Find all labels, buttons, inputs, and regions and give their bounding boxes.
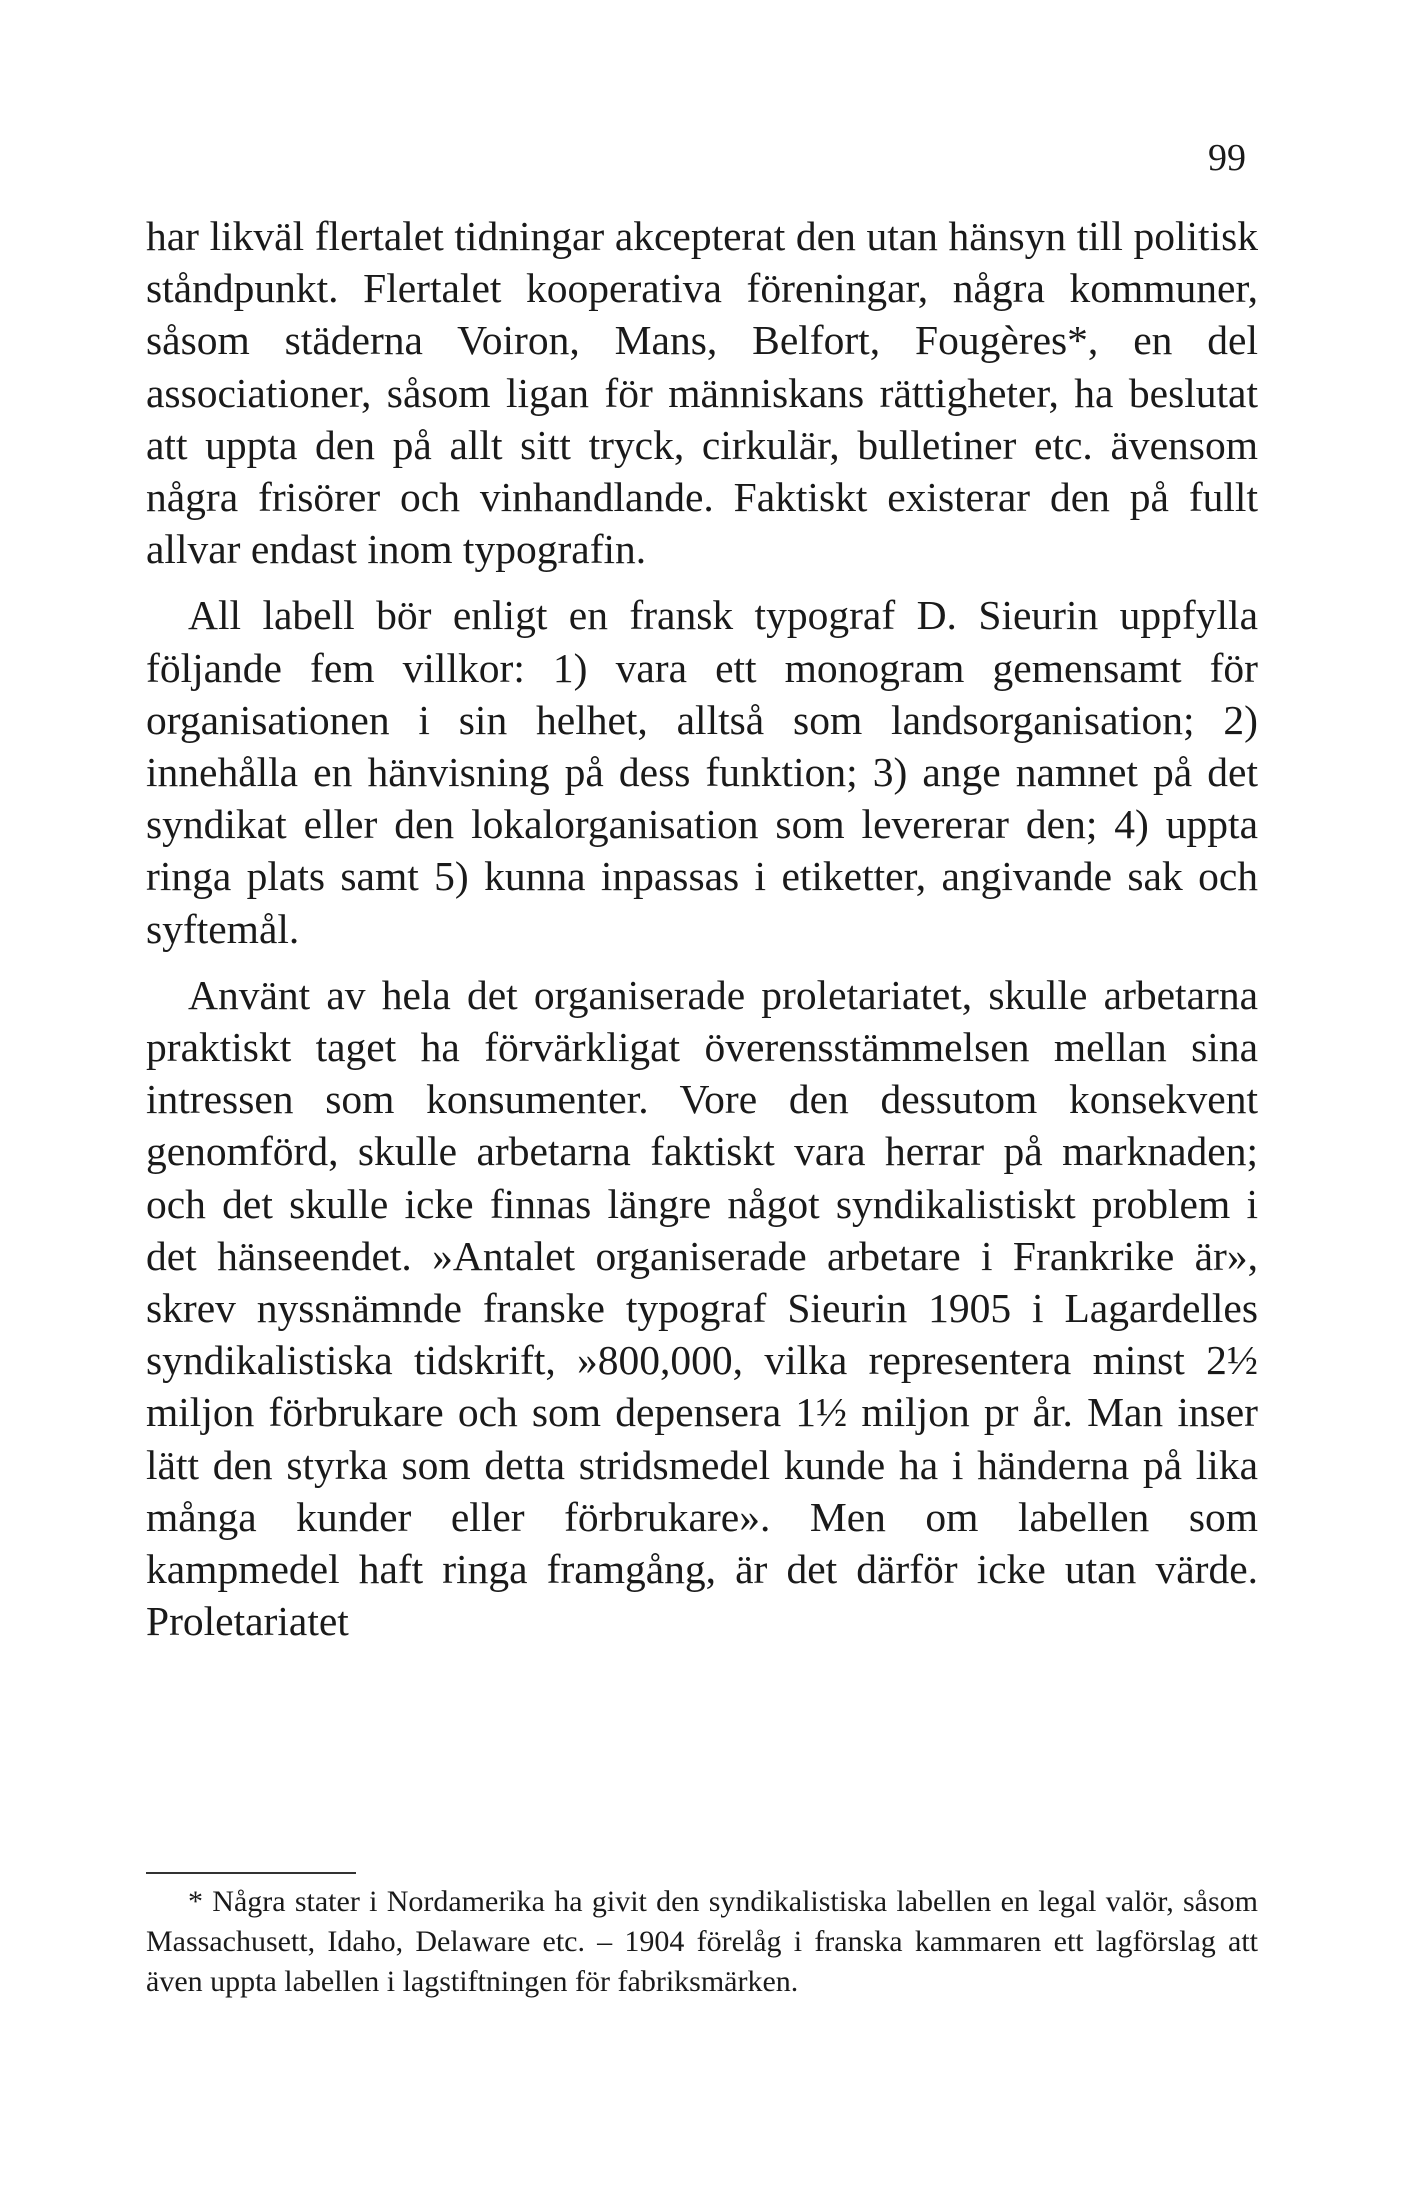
paragraph-2: All labell bör enligt en fransk typograf D. Sieurin uppfylla följande fem villkor: 1) vara ett monogram gemensamt för organisationen i sin helhet, alltså som landsorganisation; 2) innehålla en hänvisning på dess funktion; 3) ange namnet på det syndikat eller den lokalorganisation som levererar den; 4) uppta ringa plats samt 5) kunna inpassas i etiketter, angivande sak och syftemål. [146, 592, 1258, 952]
body-text [146, 210, 1258, 1647]
footnote-text: * Några stater i Nordamerika ha givit den syndikalistiska labellen en legal valör, såsom Massachusett, Idaho, Delaware etc. – 1904 förelåg i franska kammaren ett lagförslag att även uppta labellen i lagstiftningen för fabriksmärken. [146, 1885, 1258, 1998]
page-number: 99 [1208, 137, 1246, 179]
paragraph-1: har likväl flertalet tidningar akcepterat den utan hänsyn till politisk ståndpunkt. Flertalet kooperativa föreningar, några kommuner, såsom städerna Voiron, Mans, Belfort, Fougères*, en del associationer, såsom ligan för människans rättigheter, ha beslutat att uppta den på allt sitt tryck, cirkulär, bulletiner etc. ävensom några frisörer och vinhandlande. Faktiskt existerar den på fullt allvar endast inom typografin. [146, 213, 1258, 573]
paragraph-3: Använt av hela det organiserade proletariatet, skulle arbetarna praktiskt taget ha förvärkligat överensstämmelsen mellan sina intressen som konsumenter. Vore den dessutom konsekvent genomförd, skulle arbetarna faktiskt vara herrar på marknaden; och det skulle icke finnas längre något syndikalistiskt problem i det hänseendet. »Antalet organiserade arbetare i Frankrike är», skrev nyssnämnde franske typograf Sieurin 1905 i Lagardelles syndikalistiska tidskrift, »800,000, vilka representera minst 2½ miljon förbrukare och som depensera 1½ miljon pr år. Man inser lätt den styrka som detta stridsmedel kunde ha i händerna på lika många kunder eller förbrukare». Men om labellen som kampmedel haft ringa framgång, är det därför icke utan värde. Proletariatet [146, 971, 1258, 1645]
footnote [146, 1882, 1258, 2002]
footnote-divider [146, 1872, 356, 1874]
